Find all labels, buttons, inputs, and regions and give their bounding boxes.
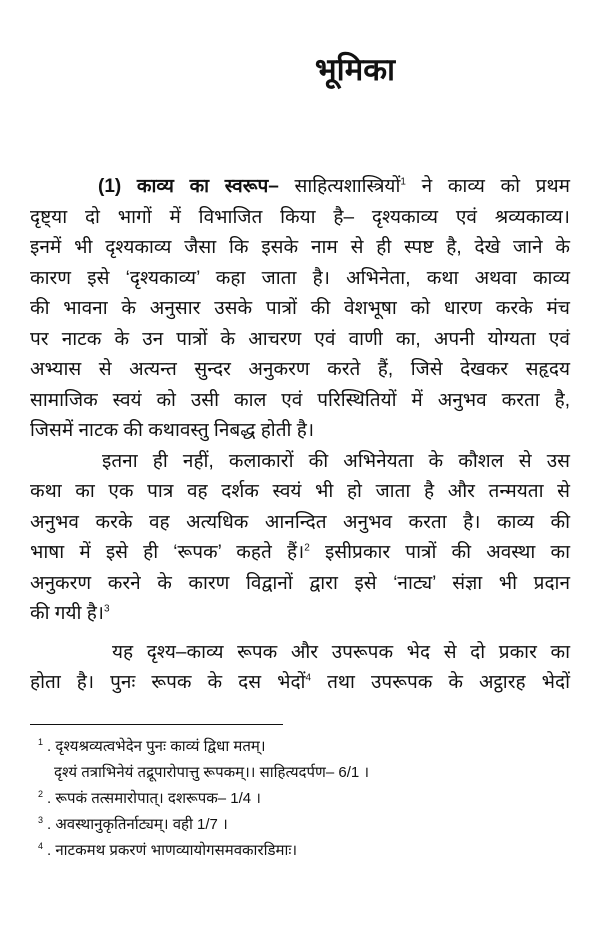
footnote-divider bbox=[30, 724, 283, 725]
text-line bbox=[30, 386, 570, 417]
text-segment: भाषा में इसे ही ‘रूपक’ कहते हैं। bbox=[30, 542, 305, 563]
text-segment: की भावना के अनुसार उसके पात्रों की वेशभूषा को धारण करके मंच bbox=[30, 298, 570, 319]
text-segment: कारण इसे ‘दृश्यकाव्य’ कहा जाता है। अभिनेता, कथा अथवा काव्य bbox=[30, 267, 570, 289]
footnote bbox=[38, 760, 369, 786]
text-line bbox=[30, 508, 570, 539]
text-line bbox=[30, 599, 570, 630]
text-line bbox=[30, 538, 570, 569]
footnote-text: . अवस्थानुकृतिर्नाट्यम्। वही 1/7 । bbox=[47, 816, 228, 833]
text-segment: साहित्यशास्त्रियों bbox=[278, 176, 401, 197]
footnote-number: 1 bbox=[38, 737, 44, 747]
footnote bbox=[38, 734, 369, 760]
footnote bbox=[38, 838, 369, 864]
text-segment: पर नाटक के उन पात्रों के आचरण एवं वाणी का, अपनी योग्यता एवं bbox=[30, 328, 570, 350]
text-line bbox=[30, 477, 570, 508]
text-segment: होता है। पुनः रूपक के दस भेदों bbox=[30, 672, 306, 693]
text-segment: अनुकरण करने के कारण विद्वानों द्वारा इसे ‘नाट्य’ संज्ञा भी प्रदान bbox=[30, 572, 570, 594]
footnote-text: . नाटकमथ प्रकरणं भाणव्यायोगसमवकारडिमाः। bbox=[47, 842, 298, 859]
footnote-ref: 2 bbox=[304, 542, 310, 554]
text-line bbox=[30, 294, 570, 325]
footnote-number: 2 bbox=[38, 789, 44, 799]
text-line bbox=[30, 203, 570, 234]
page-title: भूमिका bbox=[314, 52, 396, 87]
text-segment: तथा उपरूपक के अट्ठारह भेदों bbox=[311, 672, 570, 693]
text-line bbox=[30, 668, 570, 699]
footnotes bbox=[38, 734, 369, 864]
footnote-number: 4 bbox=[38, 841, 44, 851]
text-line bbox=[30, 325, 570, 356]
text-line bbox=[30, 638, 570, 669]
footnote bbox=[38, 812, 369, 838]
text-line bbox=[30, 172, 570, 203]
text-segment: सामाजिक स्वयं को उसी काल एवं परिस्थितियों में अनुभव करता है, bbox=[30, 389, 570, 411]
text-line bbox=[30, 447, 570, 478]
footnote bbox=[38, 786, 369, 812]
text-segment: अभ्यास से अत्यन्त सुन्दर अनुकरण करते हैं, जिसे देखकर सहृदय bbox=[30, 359, 570, 380]
footnote-ref: 1 bbox=[400, 176, 406, 188]
footnote-text: . रूपकं तत्समारोपात्। दशरूपक– 1/4 । bbox=[47, 790, 261, 807]
section-heading: (1) काव्य का स्वरूप– bbox=[98, 176, 279, 197]
text-segment: ने काव्य को प्रथम bbox=[405, 176, 570, 197]
text-segment: कथा का एक पात्र वह दर्शक स्वयं भी हो जाता है और तन्मयता से bbox=[30, 481, 570, 502]
text-segment: इनमें भी दृश्यकाव्य जैसा कि इसके नाम से ही स्पष्ट है, देखे जाने के bbox=[30, 237, 570, 258]
text-line bbox=[30, 264, 570, 295]
text-segment: इतना ही नहीं, कलाकारों की अभिनेयता के कौशल से उस bbox=[102, 450, 570, 472]
text-line bbox=[30, 233, 570, 264]
text-line bbox=[30, 416, 570, 447]
footnote-text: . दृश्यश्रव्यत्वभेदेन पुनः काव्यं द्विधा मतम्। bbox=[47, 738, 266, 755]
text-line bbox=[30, 569, 570, 600]
text-line bbox=[30, 355, 570, 386]
footnote-ref: 3 bbox=[104, 603, 110, 615]
body-text bbox=[30, 172, 570, 699]
text-segment: इसीप्रकार पात्रों की अवस्था का bbox=[309, 542, 570, 563]
footnote-number: 3 bbox=[38, 815, 44, 825]
footnote-ref: 4 bbox=[305, 672, 312, 684]
footnote-text: दृश्यं तत्राभिनेयं तद्रूपारोपात्तु रूपकम्।। साहित्यदर्पण– 6/1 । bbox=[54, 764, 370, 781]
text-segment: अनुभव करके वह अत्यधिक आनन्दित अनुभव करता है। काव्य की bbox=[30, 511, 570, 533]
text-segment: यह दृश्य–काव्य रूपक और उपरूपक भेद से दो प्रकार का bbox=[112, 641, 570, 663]
text-segment: की गयी है। bbox=[30, 603, 104, 624]
text-segment: दृष्ट्या दो भागों में विभाजित किया है– दृश्यकाव्य एवं श्रव्यकाव्य। bbox=[30, 206, 570, 228]
text-segment: जिसमें नाटक की कथावस्तु निबद्ध होती है। bbox=[30, 420, 315, 441]
